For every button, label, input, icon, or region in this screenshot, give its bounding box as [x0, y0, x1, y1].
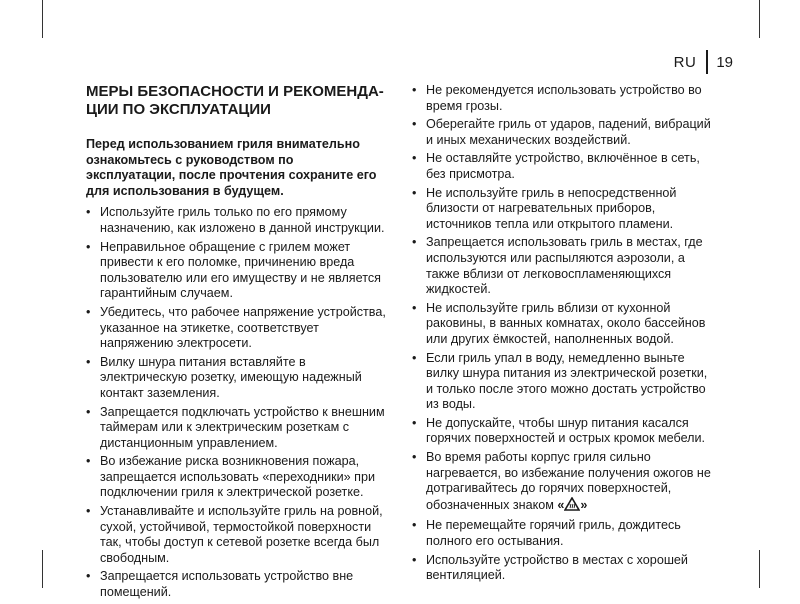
list-item: • Не допускайте, чтобы шнур питания касался горячих поверхностей и острых кромок мебели.: [412, 416, 717, 447]
quote-close: »: [580, 497, 588, 512]
list-item: • Устанавливайте и используйте гриль на ровной, сухой, устойчивой, термостойкой поверхности так, чтобы доступ к сетевой розетке всегда был свободным.: [86, 504, 386, 566]
list-item: • Во избежание риска возникновения пожара, запрещается использовать «переходники» при подключении гриля к электрической розетке.: [86, 454, 386, 501]
list-item: • Запрещается использовать устройство вне помещений.: [86, 569, 386, 600]
crop-mark: [42, 0, 43, 38]
lead-paragraph: Перед использованием гриля внимательно ознакомьтесь с руководством по эксплуатации, после прочтения сохраните его для использования в будущем.: [86, 137, 377, 198]
list-item: • Если гриль упал в воду, немедленно выньте вилку шнура питания из электрической розетки, и только после этого можно достать устройство из воды.: [412, 351, 717, 413]
left-column: [86, 83, 386, 604]
list-item: • Не рекомендуется использовать устройство во время грозы.: [412, 83, 717, 114]
page-header: [674, 50, 733, 74]
list-item: • Запрещается подключать устройство к внешним таймерам или к электрическим розеткам с дистанционным управлением.: [86, 405, 386, 452]
language-label: RU: [673, 53, 697, 71]
crop-mark: [759, 550, 760, 588]
page-number: 19: [716, 53, 733, 71]
safety-list-right: [412, 83, 717, 584]
list-item-hot-surface: [412, 450, 717, 515]
hot-surface-symbol: [557, 498, 587, 512]
hot-surface-text: Во время работы корпус гриля сильно нагревается, во избежание получения ожогов не дотрагивайтесь до горячих поверхностей, обозначенных знаком: [426, 450, 711, 512]
list-item: • Не перемещайте горячий гриль, дождитесь полного его остывания.: [412, 518, 717, 549]
list-item: • Используйте устройство в местах с хорошей вентиляцией.: [412, 553, 717, 584]
list-item: • Не используйте гриль в непосредственной близости от нагревательных приборов, источников тепла или открытого пламени.: [412, 186, 717, 233]
crop-mark: [42, 550, 43, 588]
right-column: [412, 83, 717, 587]
list-item: • Не используйте гриль вблизи от кухонной раковины, в ванных комнатах, около бассейнов или других ёмкостей, наполненных водой.: [412, 301, 717, 348]
header-divider: [706, 50, 708, 74]
list-item: • Оберегайте гриль от ударов, падений, вибраций и иных механических воздействий.: [412, 117, 717, 148]
list-item: • Убедитесь, что рабочее напряжение устройства, указанное на этикетке, соответствует напряжению электросети.: [86, 305, 386, 352]
list-item: • Не оставляйте устройство, включённое в сеть, без присмотра.: [412, 151, 717, 182]
quote-open: «: [557, 497, 565, 512]
safety-list-left: [86, 205, 386, 600]
list-item: • Используйте гриль только по его прямому назначению, как изложено в данной инструкции.: [86, 205, 386, 236]
list-item: • Вилку шнура питания вставляйте в электрическую розетку, имеющую надежный контакт заземления.: [86, 355, 386, 402]
crop-mark: [759, 0, 760, 38]
list-item: • Запрещается использовать гриль в местах, где используются или распыляются аэрозоли, а также вблизи от легковоспламеняющихся жидкостей.: [412, 235, 717, 297]
section-heading: МЕРЫ БЕЗОПАСНОСТИ И РЕКОМЕНДА-ЦИИ ПО ЭКСПЛУАТАЦИИ: [86, 83, 384, 118]
hot-surface-warning-icon: [564, 497, 580, 516]
list-item: • Неправильное обращение с грилем может привести к его поломке, причинению вреда пользователю или его имуществу и не является гарантийным случаем.: [86, 240, 386, 302]
